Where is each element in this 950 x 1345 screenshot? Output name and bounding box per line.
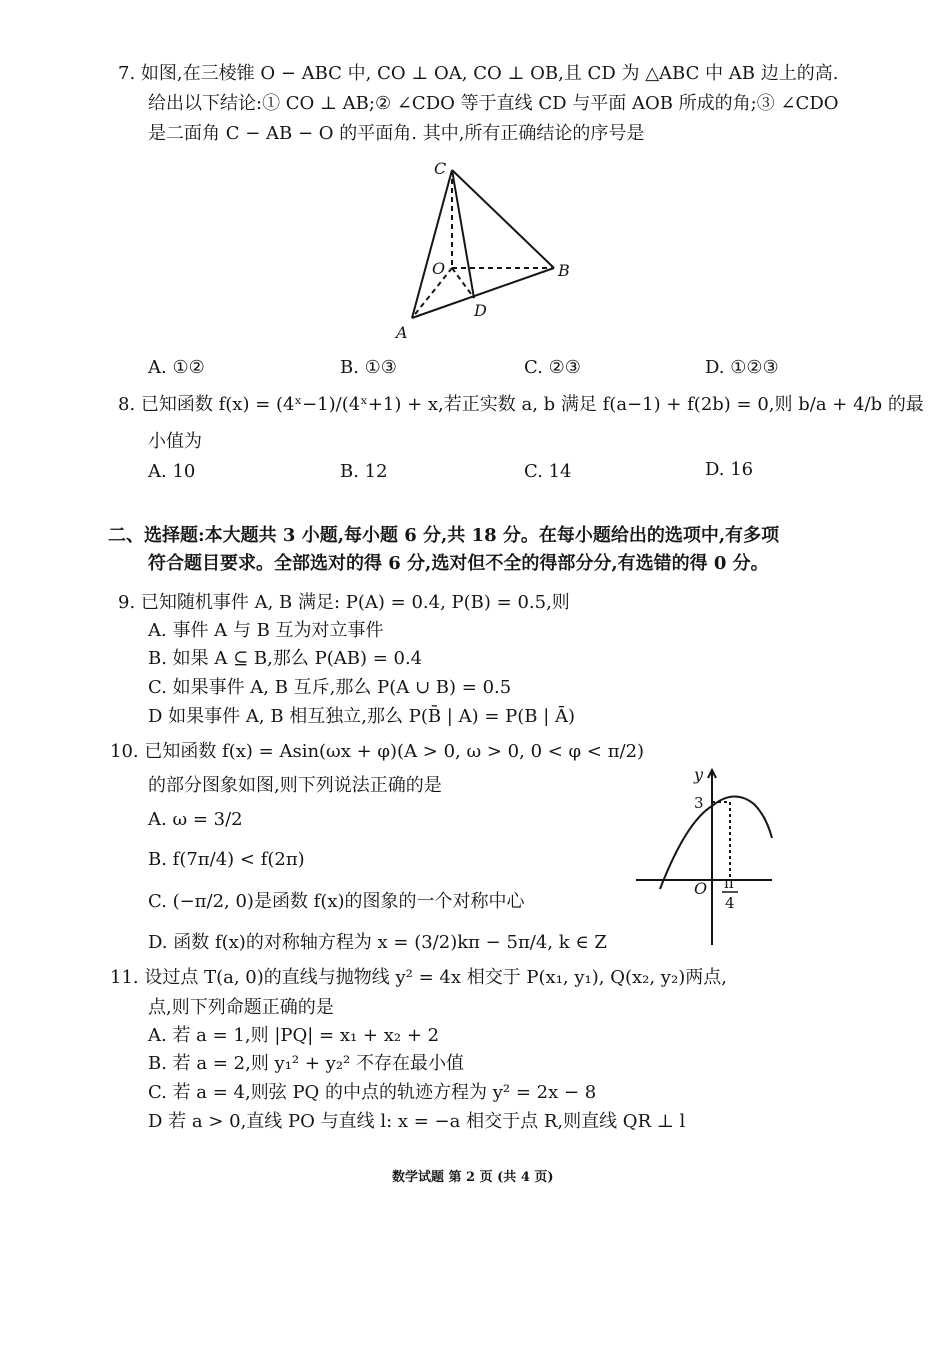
q11-stem-line2: 点,则下列命题正确的是 [148, 997, 334, 1018]
q10-option-b: B. f(7π/4) < f(2π) [148, 849, 305, 870]
tick-label-four: 4 [725, 894, 735, 912]
sine-curve [660, 796, 772, 889]
q7-option-c: C. ②③ [524, 357, 581, 378]
q10-stem-line2: 的部分图象如图,则下列说法正确的是 [148, 775, 442, 796]
origin-label: O [694, 879, 708, 898]
q11-option-b: B. 若 a = 2,则 y₁² + y₂² 不存在最小值 [148, 1053, 464, 1074]
section2-header-line2: 符合题目要求。全部选对的得 6 分,选对但不全的得部分分,有选错的得 0 分。 [148, 553, 769, 574]
page-footer: 数学试题 第 2 页 (共 4 页) [392, 1170, 554, 1185]
q11-option-d: D 若 a > 0,直线 PO 与直线 l: x = −a 相交于点 R,则直线 QR ⊥ l [148, 1111, 686, 1132]
q11-option-a: A. 若 a = 1,则 |PQ| = x₁ + x₂ + 2 [148, 1025, 440, 1046]
q7-option-b: B. ①③ [340, 357, 397, 378]
q9-option-c: C. 如果事件 A, B 互斥,那么 P(A ∪ B) = 0.5 [148, 677, 512, 698]
q8-stem-line2: 小值为 [148, 431, 202, 452]
q9-option-b: B. 如果 A ⊆ B,那么 P(AB) = 0.4 [148, 648, 423, 669]
tick-label-3: 3 [694, 794, 704, 812]
q7-option-a: A. ①② [148, 357, 205, 378]
q8-option-a: A. 10 [148, 461, 196, 482]
y-axis-label: y [694, 765, 704, 784]
q8-option-d: D. 16 [705, 459, 754, 480]
q9-option-d: D 如果事件 A, B 相互独立,那么 P(B̄ | A) = P(B | Ā) [148, 706, 576, 727]
edge-CA [412, 170, 452, 318]
label-C: C [434, 159, 447, 178]
section2-header-line1: 二、选择题:本大题共 3 小题,每小题 6 分,共 18 分。在每小题给出的选项中,有多项 [108, 525, 780, 546]
label-O: O [432, 259, 446, 278]
q7-option-d: D. ①②③ [705, 357, 779, 378]
q8-option-c: C. 14 [524, 461, 572, 482]
q8-stem-line1: 8. 已知函数 f(x) = (4ˣ−1)/(4ˣ+1) + x,若正实数 a, b 满足 f(a−1) + f(2b) = 0,则 b/a + 4/b 的最 [118, 394, 924, 415]
q10-option-c: C. (−π/2, 0)是函数 f(x)的图象的一个对称中心 [148, 891, 525, 912]
q11-stem-line1: 11. 设过点 T(a, 0)的直线与抛物线 y² = 4x 相交于 P(x₁, y₁), Q(x₂, y₂)两点, [110, 967, 727, 988]
q10-option-a: A. ω = 3/2 [148, 809, 243, 830]
q9-stem: 9. 已知随机事件 A, B 满足: P(A) = 0.4, P(B) = 0.5,则 [118, 592, 570, 613]
q10-stem-line1: 10. 已知函数 f(x) = Asin(ωx + φ)(A > 0, ω > 0, 0 < φ < π/2) [110, 741, 645, 762]
q7-stem-line1: 7. 如图,在三棱锥 O − ABC 中, CO ⊥ OA, CO ⊥ OB,且 CD 为 △ABC 中 AB 边上的高. [118, 63, 839, 84]
q10-option-d: D. 函数 f(x)的对称轴方程为 x = (3/2)kπ − 5π/4, k ∈ Z [148, 932, 607, 953]
label-B: B [558, 261, 570, 280]
q11-option-c: C. 若 a = 4,则弦 PQ 的中点的轨迹方程为 y² = 2x − 8 [148, 1082, 597, 1103]
q10-sine-graph [632, 762, 782, 947]
q7-tetrahedron-figure [390, 158, 590, 343]
label-A: A [396, 323, 408, 342]
q7-stem-line3: 是二面角 C − AB − O 的平面角. 其中,所有正确结论的序号是 [148, 123, 645, 144]
q9-option-a: A. 事件 A 与 B 互为对立事件 [148, 620, 384, 641]
label-D: D [474, 301, 487, 320]
q8-option-b: B. 12 [340, 461, 388, 482]
q7-stem-line2: 给出以下结论:① CO ⊥ AB;② ∠CDO 等于直线 CD 与平面 AOB 所成的角;③ ∠CDO [148, 93, 839, 114]
tick-label-pi: π [724, 874, 734, 892]
